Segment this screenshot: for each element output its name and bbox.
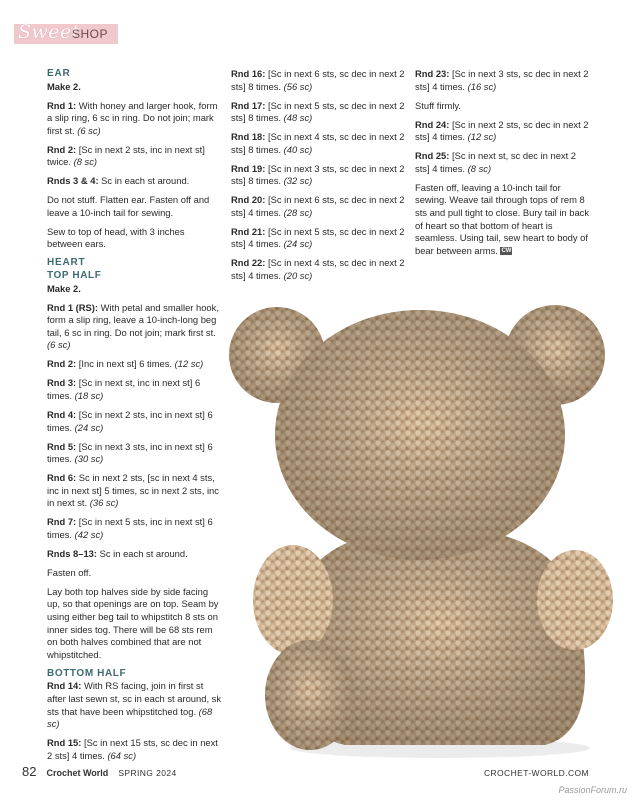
heart-round-18: Rnd 18: [Sc in next 4 sts, sc dec in next 2 sts] 8 times. (40 sc)	[231, 131, 405, 155]
magazine-title: Crochet World	[46, 768, 109, 778]
column-2	[231, 68, 409, 289]
heart-round-15: Rnd 15: [Sc in next 15 sts, sc dec in next 2 sts] 4 times. (64 sc)	[47, 737, 218, 761]
page-number: 82	[22, 764, 37, 779]
top-make: Make 2.	[47, 282, 81, 294]
heart-round-6: Rnd 6: Sc in next 2 sts, [sc in next 4 sts, inc in next st] 5 times, sc in next 2 sts, inc in next st. (36 sc)	[47, 472, 219, 509]
heart-round-3: Rnd 3: [Sc in next st, inc in next st] 6 times. (18 sc)	[47, 377, 201, 401]
final-instructions: Fasten off, leaving a 10-inch tail for sewing. Weave tail through tops of rem 8 sts and pull tight to close. Bury tail in back of heart so that bottom of heart is seamless. Using tail, sew heart to body of bear between arms. CW	[415, 181, 590, 256]
site-url: CROCHET-WORLD.COM	[483, 768, 589, 778]
page-footer	[22, 764, 177, 779]
heart-round-21: Rnd 21: [Sc in next 5 sts, sc dec in next 2 sts] 4 times. (24 sc)	[231, 225, 405, 250]
stuff-note: Stuff firmly.	[415, 99, 462, 111]
column-3	[415, 68, 593, 264]
heart-round-14: Rnd 14: With RS facing, join in first st after last sewn st, sc in each st around, sk sts that have been whipstitched tog. (68 sc)	[47, 680, 222, 730]
heart-round-1: Rnd 1 (RS): With petal and smaller hook, form a slip ring, leave a 10-inch-long beg tail, 6 sc in ring. Do not join; mark first st. (6 sc)	[47, 301, 219, 351]
brand-script: Sweet	[18, 21, 80, 43]
issue-label: SPRING 2024	[118, 768, 177, 778]
ear-round-2: Rnd 2: [Sc in next 2 sts, inc in next st] twice. (8 sc)	[47, 143, 205, 168]
heart-round-23: Rnd 23: [Sc in next 3 sts, sc dec in next 2 sts] 4 times. (16 sc)	[415, 68, 589, 92]
watermark: PassionForum.ru	[558, 785, 627, 795]
column-1	[47, 68, 222, 769]
heart-round-4: Rnd 4: [Sc in next 2 sts, inc in next st] 6 times. (24 sc)	[47, 408, 213, 433]
heart-round-19: Rnd 19: [Sc in next 3 sts, sc dec in next 2 sts] 8 times. (32 sc)	[231, 162, 405, 187]
heart-round-22: Rnd 22: [Sc in next 4 sts, sc dec in next 2 sts] 4 times. (20 sc)	[231, 257, 405, 282]
ear-heading: EAR	[47, 68, 71, 79]
bottom-half-heading: BOTTOM HALF	[47, 667, 127, 679]
heart-round-25: Rnd 25: [Sc in next st, sc dec in next 2 sts] 4 times. (8 sc)	[415, 150, 577, 174]
heart-round-7: Rnd 7: [Sc in next 5 sts, inc in next st] 6 times. (42 sc)	[47, 516, 213, 540]
fasten-off: Fasten off.	[47, 566, 92, 578]
heart-round-24: Rnd 24: [Sc in next 2 sts, sc dec in next 2 sts] 4 times. (12 sc)	[415, 118, 589, 143]
ear-round-1: Rnd 1: With honey and larger hook, form a slip ring, 6 sc in ring. Do not join; mark first st. (6 sc)	[47, 99, 218, 136]
heart-rounds-8-13: Rnds 8–13: Sc in each st around.	[47, 547, 188, 559]
heart-round-16: Rnd 16: [Sc in next 6 sts, sc dec in next 2 sts] 8 times. (56 sc)	[231, 68, 405, 92]
bear-photo	[225, 300, 620, 760]
heart-heading: HEART	[47, 257, 86, 269]
top-half-heading: TOP HALF	[47, 270, 102, 282]
heart-round-2: Rnd 2: [Inc in next st] 6 times. (12 sc)	[47, 358, 204, 370]
lay-instructions: Lay both top halves side by side facing up, so that openings are on top. Seam by using either beg tail to whipstitch 8 sts on inner sides tog. There will be 68 sts rem on both halves combined that are not whipstitched.	[47, 585, 219, 660]
brand-word: SHOP	[72, 27, 109, 41]
ear-rounds-3-4: Rnds 3 & 4: Sc in each st around.	[47, 175, 190, 187]
heart-round-17: Rnd 17: [Sc in next 5 sts, sc dec in next 2 sts] 8 times. (48 sc)	[231, 99, 405, 124]
ear-note-1: Do not stuff. Flatten ear. Fasten off and leave a 10-inch tail for sewing.	[47, 194, 210, 218]
heart-round-20: Rnd 20: [Sc in next 6 sts, sc dec in next 2 sts] 4 times. (28 sc)	[231, 194, 405, 218]
end-mark-icon: CW	[501, 248, 512, 255]
ear-note-2: Sew to top of head, with 3 inches between ears.	[47, 225, 185, 250]
heart-round-5: Rnd 5: [Sc in next 3 sts, inc in next st] 6 times. (30 sc)	[47, 440, 213, 465]
ear-make: Make 2.	[47, 80, 81, 92]
brand-banner	[14, 21, 118, 44]
